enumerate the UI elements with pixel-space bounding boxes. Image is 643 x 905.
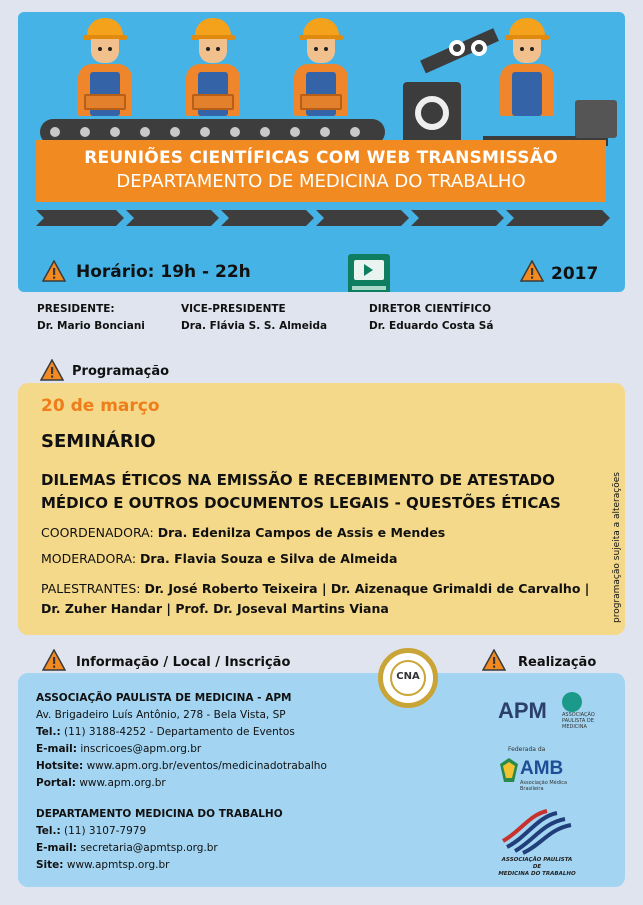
warning-icon [482, 649, 506, 671]
moderator-name: Dra. Flavia Souza e Silva de Almeida [140, 551, 398, 566]
program-heading-label: Programação [72, 364, 170, 379]
event-topic [41, 469, 596, 515]
moderator-label: MODERADORA: [41, 551, 137, 566]
apmt-logo [497, 807, 577, 877]
apm-logo-text: APM [498, 698, 547, 723]
coordinator-name: Dra. Edenilza Campos de Assis e Mendes [157, 525, 446, 540]
officer-name: Dr. Mario Bonciani [37, 320, 145, 332]
realizacao-heading: Realização [518, 655, 597, 670]
coordinator-label: COORDENADORA: [41, 525, 154, 540]
event-type: SEMINÁRIO [41, 431, 156, 452]
event-topic-line: DILEMAS ÉTICOS NA EMISSÃO E RECEBIMENTO DE ATESTADO [41, 471, 555, 489]
cna-seal-logo [378, 648, 438, 708]
officer-scientific-director [369, 303, 493, 332]
site-link[interactable]: www.apmtsp.org.br [66, 859, 170, 871]
warning-icon [40, 359, 64, 381]
event-date: 20 de março [41, 396, 160, 416]
amb-logo-text: AMB [520, 758, 564, 779]
moderator-line [41, 551, 397, 566]
worker-illustration [286, 14, 356, 119]
federada-label: Federada da [508, 746, 546, 753]
speakers-names: Dr. José Roberto Teixeira | Dr. Aizenaque Grimaldi de Carvalho | [144, 581, 590, 596]
apmt-emblem-icon [497, 807, 577, 855]
cna-label: CNA [396, 671, 420, 682]
email-line: E-mail: inscricoes@apm.org.br [36, 743, 202, 755]
disclaimer-note: programação sujeita a alterações [612, 472, 622, 623]
amb-emblem-icon [500, 758, 518, 782]
officer-vice-president [181, 303, 327, 332]
warning-icon [42, 260, 66, 282]
apm-logo [498, 692, 608, 728]
warning-icon [42, 649, 66, 671]
officer-president [37, 303, 145, 332]
org-name: DEPARTAMENTO MEDICINA DO TRABALHO [36, 808, 283, 820]
officer-role: VICE-PRESIDENTE [181, 303, 286, 315]
email-line: E-mail: secretaria@apmtsp.org.br [36, 842, 218, 854]
event-topic-line: MÉDICO E OUTROS DOCUMENTOS LEGAIS - QUESTÕES ÉTICAS [41, 494, 561, 512]
amb-logo [500, 756, 590, 792]
apmt-logo-subtitle: ASSOCIAÇÃO PAULISTA DE MEDICINA DO TRABALHO [498, 857, 576, 877]
arrow-band [36, 210, 610, 226]
speakers-names: Dr. Zuher Handar | Prof. Dr. Joseval Martins Viana [41, 601, 389, 616]
email-link[interactable]: inscricoes@apm.org.br [80, 743, 202, 755]
warning-icon [520, 260, 544, 282]
header-banner [18, 12, 625, 292]
event-title: REUNIÕES CIENTÍFICAS COM WEB TRANSMISSÃO [84, 148, 558, 168]
worker-illustration [178, 14, 248, 119]
program-box [18, 383, 625, 635]
officers-row [0, 303, 643, 339]
phone-line: Tel.: (11) 3107-7979 [36, 825, 147, 837]
worker-illustration [492, 14, 562, 119]
speakers-label: PALESTRANTES: [41, 581, 141, 596]
org-address: Av. Brigadeiro Luís Antônio, 278 - Bela Vista, SP [36, 709, 286, 721]
site-line: Site: www.apmtsp.org.br [36, 859, 170, 871]
speakers-line [41, 579, 589, 619]
caduceus-icon [562, 692, 582, 712]
contact-info [36, 690, 327, 874]
email-link[interactable]: secretaria@apmtsp.org.br [80, 842, 218, 854]
title-band [36, 140, 606, 202]
officer-name: Dr. Eduardo Costa Sá [369, 320, 494, 332]
department-title: DEPARTAMENTO DE MEDICINA DO TRABALHO [116, 171, 526, 192]
officer-role: DIRETOR CIENTÍFICO [369, 303, 492, 315]
year-text: 2017 [551, 264, 599, 284]
schedule-text: Horário: 19h - 22h [76, 262, 251, 282]
hotsite-link[interactable]: www.apm.org.br/eventos/medicinadotrabalho [86, 760, 327, 772]
worker-illustration [70, 14, 140, 119]
org-name: ASSOCIAÇÃO PAULISTA DE MEDICINA - APM [36, 692, 292, 704]
phone-line: Tel.: (11) 3188-4252 - Departamento de Eventos [36, 726, 295, 738]
coordinator-line [41, 525, 445, 540]
web-transmission-icon [348, 254, 390, 292]
officer-name: Dra. Flávia S. S. Almeida [181, 320, 328, 332]
portal-link[interactable]: www.apm.org.br [79, 777, 166, 789]
schedule-row [18, 244, 625, 292]
apm-logo-subtitle: ASSOCIAÇÃO PAULISTA DE MEDICINA [562, 712, 595, 730]
officer-role: PRESIDENTE: [37, 303, 115, 315]
info-heading-row [0, 649, 643, 671]
hotsite-line: Hotsite: www.apm.org.br/eventos/medicinadotrabalho [36, 760, 327, 772]
amb-logo-subtitle: Associação Médica Brasileira [520, 780, 568, 792]
portal-line: Portal: www.apm.org.br [36, 777, 166, 789]
info-heading: Informação / Local / Inscrição [76, 655, 291, 670]
